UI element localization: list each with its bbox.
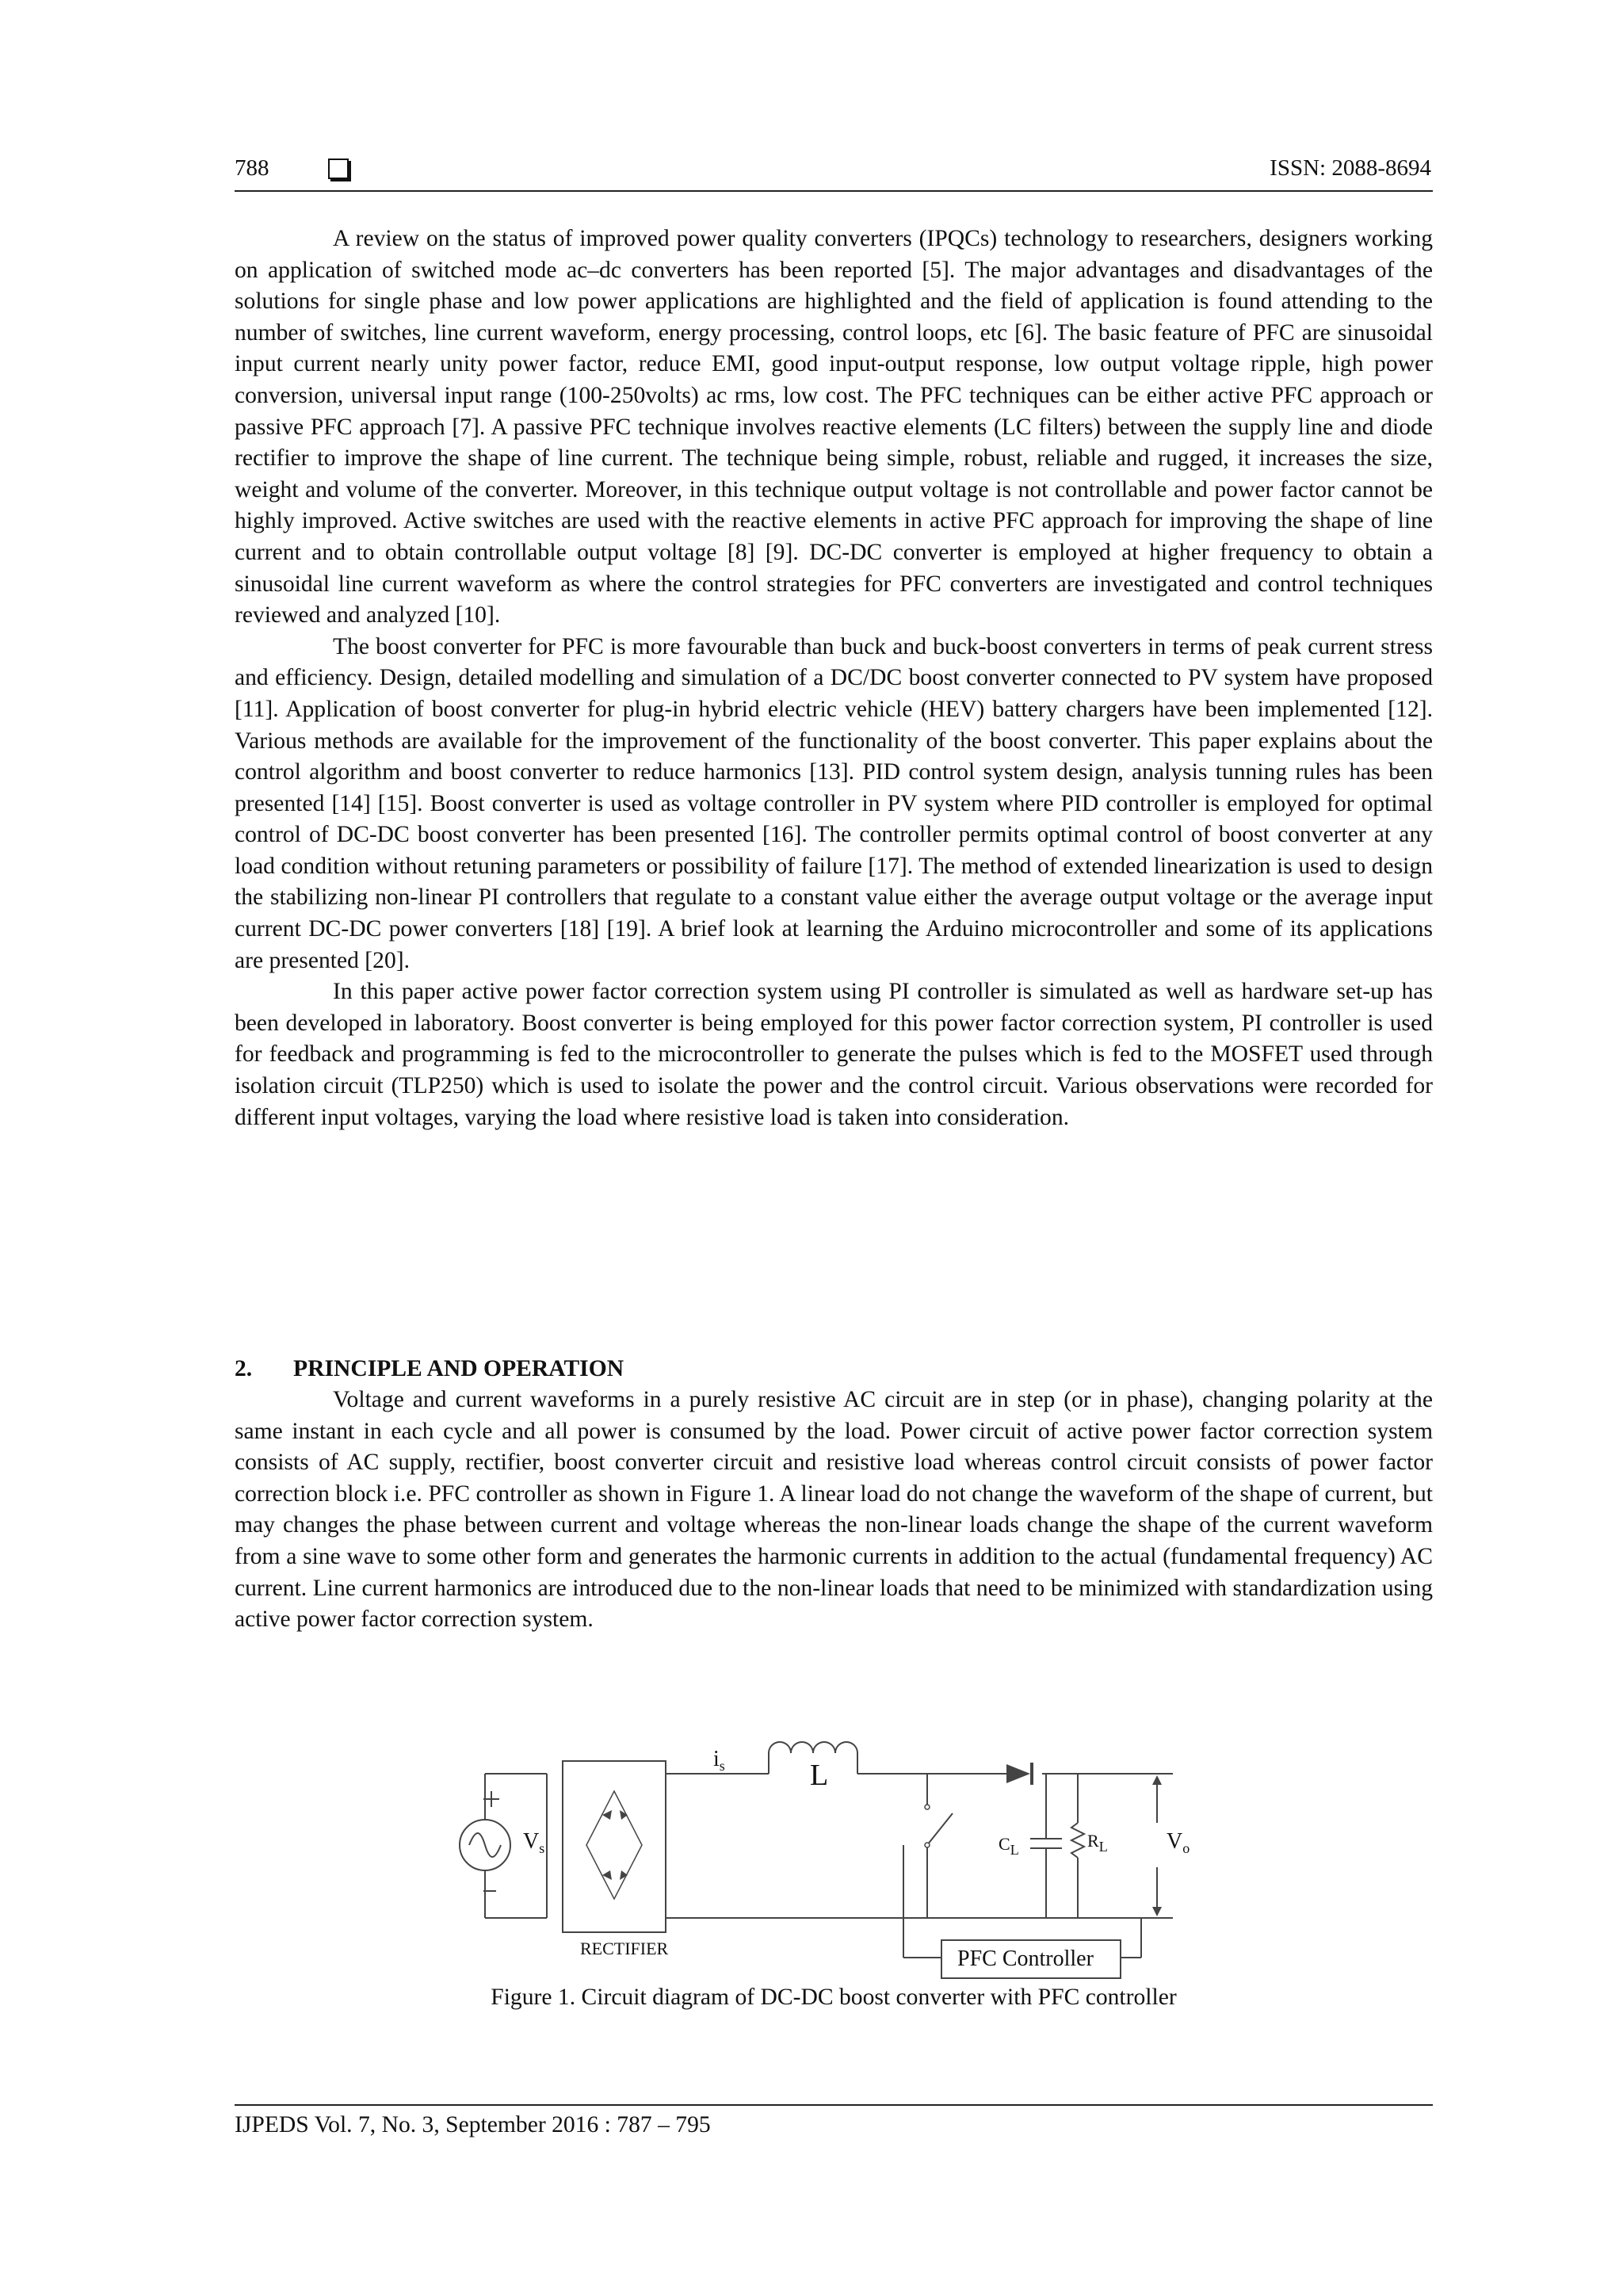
pfc-controller-label: PFC Controller (957, 1946, 1094, 1971)
page-header (235, 155, 1433, 192)
paragraph: In this paper active power factor correction system using PI controller is simulated as well as hardware set-up has been developed in laboratory. Boost converter is being employed for this power factor correction system, PI controller is used for feedback and programming is fed to the microcontroller to generate the pulses which is fed to the MOSFET used through isolation circuit (TLP250) which is used to isolate the power and the control circuit. Various observations were recorded for different input voltages, varying the load where resistive load is taken into consideration. (235, 979, 1433, 1130)
vo-label: $V_o$ (1167, 1829, 1190, 1856)
page-footer (235, 2104, 1433, 2138)
rectifier-label: RECTIFIER (580, 1939, 669, 1958)
rl-label: $R_L$ (1087, 1831, 1108, 1855)
resistor-symbol (1071, 1823, 1084, 1858)
is-label: $i_s$ (713, 1747, 725, 1774)
paragraph: Voltage and current waveforms in a purely resistive AC circuit are in step (or in phase), changing polarity at the same instant in each cycle and all power is consumed by the load. Power circuit of active power factor correction system consists of AC supply, rectifier, boost converter circuit and resistive load whereas control circuit consists of power factor correction block i.e. PFC controller as shown in Figure 1. A linear load do not change the waveform of the shape of current, but may changes the phase between current and voltage whereas the non-linear loads change the shape of the current waveform from a sine wave to some other form and generates the harmonic currents in addition to the actual (fundamental frequency) AC current. Line current harmonics are introduced due to the non-linear loads that need to be minimized with standardization using active power factor correction system. (235, 1387, 1433, 1633)
rectifier-box (563, 1761, 666, 1932)
issn: ISSN: 2088-8694 (1270, 155, 1431, 181)
section-heading (235, 1353, 1433, 1385)
journal-citation: IJPEDS Vol. 7, No. 3, September 2016 : 787 – 795 (235, 2112, 711, 2137)
diode-symbol (1006, 1764, 1030, 1783)
cl-label: $C_L$ (999, 1834, 1019, 1858)
section-number: 2. (235, 1356, 253, 1381)
circuit-diagram-drawing (444, 1728, 1236, 1989)
circuit-diagram (444, 1728, 1236, 1989)
vs-label: $V_s$ (523, 1829, 545, 1856)
section-title: PRINCIPLE AND OPERATION (293, 1356, 624, 1381)
paragraph: A review on the status of improved power quality converters (IPQCs) technology to researchers, designers working on application of switched mode ac–dc converters has been reported [5]. The major advantages and disadvantages of the solutions for single phase and low power applications are highlighted and the field of application is found attending to the number of switches, line current waveform, energy processing, control loops, etc [6]. The basic feature of PFC are sinusoidal input current nearly unity power factor, reduce EMI, good input-output response, low output voltage ripple, high power conversion, universal input range (100-250volts) ac rms, low cost. The PFC techniques can be either active PFC approach or passive PFC approach [7]. A passive PFC technique involves reactive elements (LC filters) between the supply line and diode rectifier to improve the shape of line current. The technique being simple, robust, reliable and rugged, it increases the size, weight and volume of the converter. Moreover, in this technique output voltage is not controllable and power factor cannot be highly improved. Active switches are used with the reactive elements in active PFC approach for improving the shape of line current and to obtain controllable output voltage [8] [9]. DC-DC converter is employed at higher frequency to obtain a sinusoidal line current waveform as where the control strategies for PFC converters are investigated and control techniques reviewed and analyzed [10]. (235, 226, 1433, 628)
section-body (235, 1385, 1433, 1636)
inductor-label: L (810, 1759, 829, 1792)
switch-symbol (927, 1813, 953, 1845)
inductor-symbol (769, 1742, 857, 1753)
paragraph: The boost converter for PFC is more favourable than buck and buck-boost converters in terms of peak current stress and efficiency. Design, detailed modelling and simulation of a DC/DC boost converter connected to PV system have proposed [11]. Application of boost converter for plug-in hybrid electric vehicle (HEV) battery chargers have been implemented [12]. Various methods are available for the improvement of the functionality of the boost converter. This paper explains about the control algorithm and boost converter to reduce harmonics [13]. PID control system design, analysis tunning rules has been presented [14] [15]. Boost converter is used as voltage controller in PV system where PID controller is employed for optimal control of DC-DC boost converter has been presented [16]. The controller permits optimal control of boost converter at any load condition without retuning parameters or possibility of failure [17]. The method of extended linearization is used to design the stabilizing non-linear PI controllers that regulate to a constant value either the average output voltage or the average input current DC-DC power converters [18] [19]. A brief look at learning the Arduino microcontroller and some of its applications are presented [20]. (235, 633, 1433, 973)
intro-body (235, 223, 1433, 1133)
checkbox-square-icon (328, 159, 349, 179)
figure-caption: Figure 1. Circuit diagram of DC-DC boost converter with PFC controller (491, 1985, 1177, 2010)
page-number: 788 (235, 155, 269, 181)
